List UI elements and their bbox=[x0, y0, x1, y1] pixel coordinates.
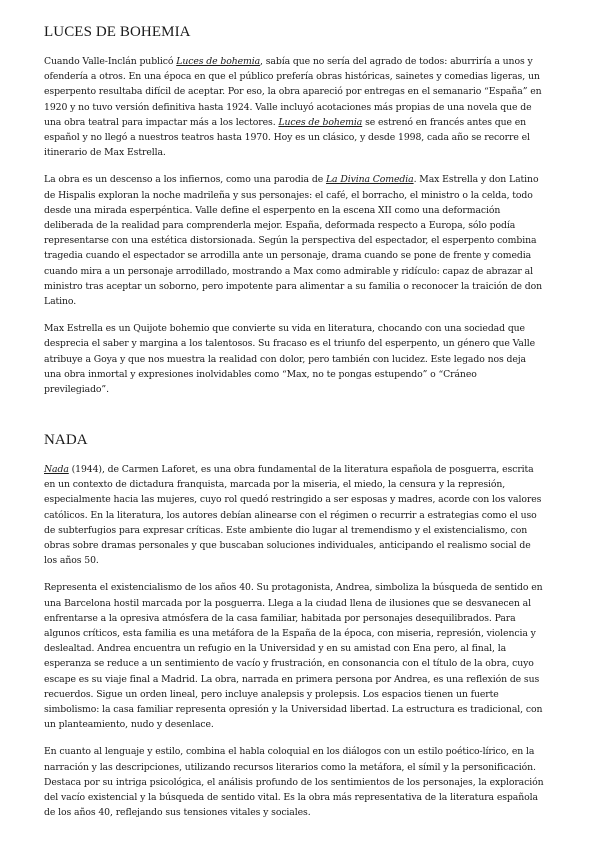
text: se estrenó en francés antes que en español y no llegó a nuestros teatros hasta 1970. Hoy es un clásico, y desde 1998, cada año se recorre el itinerario de Max Estrella. bbox=[44, 116, 530, 159]
section-nada bbox=[44, 430, 544, 832]
section-title-nada: NADA bbox=[44, 432, 88, 448]
title-link-nada[interactable]: Nada bbox=[44, 464, 69, 475]
text: Cuando Valle-Inclán publicó bbox=[44, 56, 177, 67]
text: (1944), de Carmen Laforet, es una obra fundamental de la literatura española de posguerra, escrita en un contexto de dictadura franquista, marcada por la miseria, el miedo, la censura y la represión, especialmente hacia las mujeres, cuyo rol quedó restringido a ser esposas y madres, acorde con los valores católicos. En la literatura, los autores debían alinearse con el régimen o recurrir a estrategias como el uso de subterfugios para expresar críticas. Este ambiente dio lugar al tremendismo y el existencialismo, con obras sobre dramas personales y que buscaban soluciones individuales, anticipando el realismo social de los años 50. bbox=[44, 464, 542, 567]
paragraph bbox=[44, 54, 544, 160]
title-link-luces[interactable]: Luces de bohemia bbox=[176, 56, 261, 67]
text: . Max Estrella y don Latino de Hispalis exploran la noche madrileña y sus personajes: el café, el borracho, el ministro o la celda, todo desde una mirada esperpéntica. Valle define el esperpento en la escena XII como una deformación deliberada de la realidad para comprenderla mejor. España, deformada respecto a Europa, sólo podía representarse con una estética distorsionada. Según la perspectiva del espectador, el esperpento combina tragedia cuando el espectador se arrodilla ante un personaje, drama cuando se pone de frente y comedia cuando mira a un personaje arrodillado, mostrando a Max como admirable y ridículo: capaz de abrazar al ministro tras aceptar un soborno, pero impotente para alimentar a su familia o reconocer la traición de don Latino. bbox=[44, 174, 543, 308]
paragraph bbox=[44, 172, 544, 309]
paragraph: En cuanto al lenguaje y estilo, combina el habla coloquial en los diálogos con un estilo poético-lírico, en la narración y las descripciones, utilizando recursos literarios como la metáfora, el símil y la personificación. Destaca por su intriga psicológica, el análisis profundo de los sentimientos de los personajes, la exploración del vacío existencial y la búsqueda de sentido vital. Es la obra más representativa de la literatura española de los años 40, reflejando sus tensiones vitales y sociales. bbox=[44, 746, 544, 819]
title-link-luces[interactable]: Luces de bohemia bbox=[278, 116, 363, 128]
text: , sabía que no sería del agrado de todos: aburriría a unos y ofendería a otros. En una época en que el público prefería obras históricas, sainetes y comedias ligeras, un esperpento resultaba difícil de aceptar. Por eso, la obra apareció por entregas en el semanario “España” en 1920 y no tuvo versión definitiva hasta 1924. Valle incluyó acotaciones más propias de una novela que de una obra teatral para impactar más a los lectores. bbox=[44, 56, 542, 128]
paragraph bbox=[44, 462, 544, 568]
paragraph: Max Estrella es un Quijote bohemio que convierte su vida en literatura, chocando con una sociedad que desprecia el saber y margina a los talentosos. Su fracaso es el triunfo del esperpento, un género que Valle atribuye a Goya y que nos muestra la realidad con dolor, pero también con lucidez. Este legado nos deja una obra inmortal y expresiones inolvidables como “Max, no te pongas estupendo” o “Cráneo previlegiado”. bbox=[44, 323, 535, 396]
section-title-luces: LUCES DE BOHEMIA bbox=[44, 24, 191, 40]
text: La obra es un descenso a los infiernos, como una parodia de bbox=[44, 174, 326, 186]
title-link-divina-comedia[interactable]: La Divina Comedia bbox=[325, 174, 414, 186]
paragraph: Representa el existencialismo de los años 40. Su protagonista, Andrea, simboliza la búsqueda de sentido en una Barcelona hostil marcada por la posguerra. Llega a la ciudad llena de ilusiones que se desvanecen al enfrentarse a la opresiva atmósfera de la casa familiar, habitada por personajes desequilibrados. Para algunos críticos, esta familia es una metáfora de la España de la época, con miseria, represión, violencia y deslealtad. Andrea encuentra un refugio en la Universidad y en su amistad con Ena pero, al final, la esperanza se reduce a un sentimiento de vacío y frustración, en consonancia con el título de la obra, cuyo escape es su viaje final a Madrid. La obra, narrada en primera persona por Andrea, es una reflexión de sus recuerdos. Sigue un orden lineal, pero incluye analepsis y prolepsis. Los espacios tienen un fuerte simbolismo: la casa familiar representa opresión y la Universidad libertad. La estructura es tradicional, con un planteamiento, nudo y desenlace. bbox=[44, 582, 543, 731]
